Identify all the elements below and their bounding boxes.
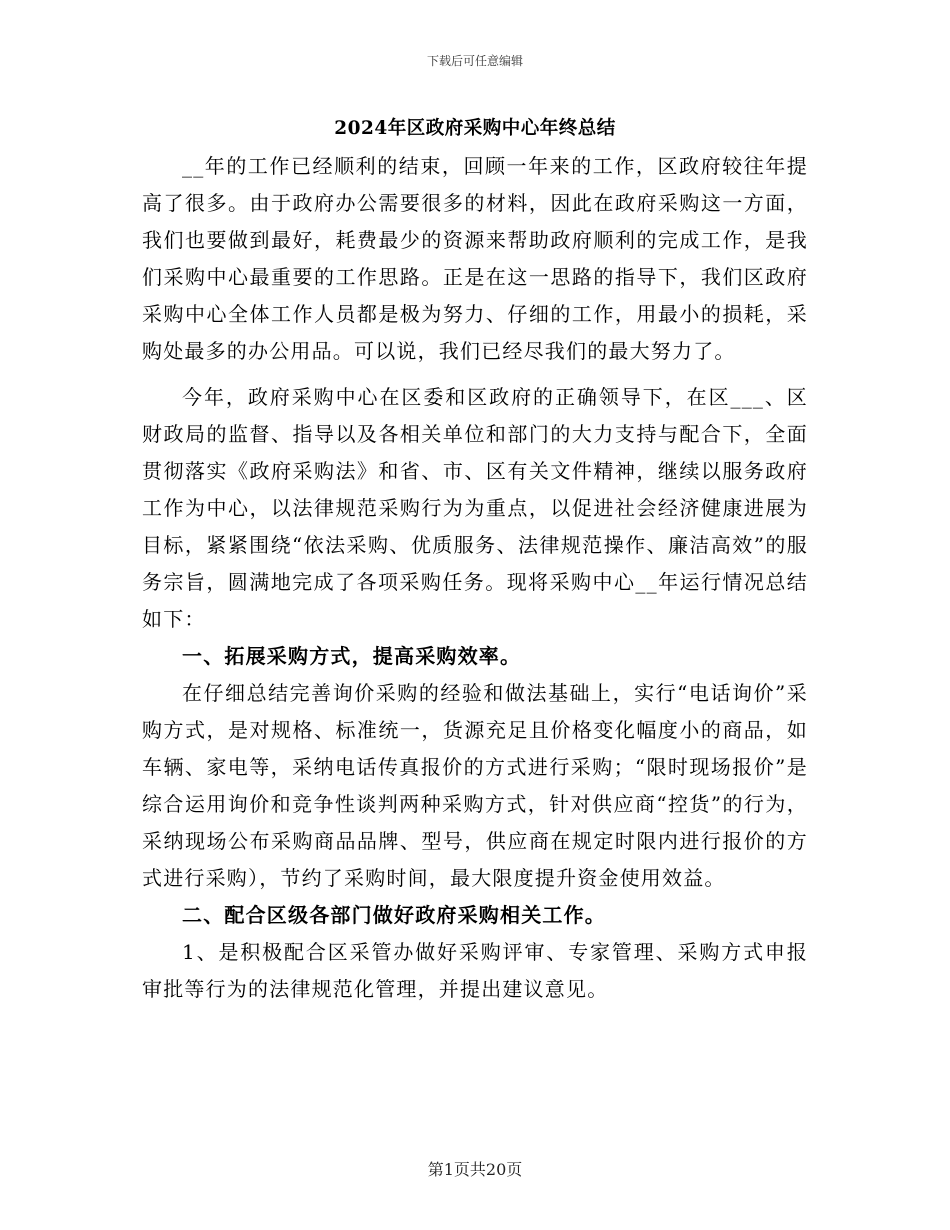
page-number: 第1页共20页 <box>427 1160 523 1179</box>
header-note: 下载后可任意编辑 <box>426 54 523 68</box>
paragraph-section-1: 在仔细总结完善询价采购的经验和做法基础上，实行“电话询价”采购方式，是对规格、标准统一，货源充足且价格变化幅度小的商品，如车辆、家电等，采纳电话传真报价的方式进行采购；“限时现场报价”是综合运用询价和竞争性谈判两种采购方式，针对供应商“控货”的行为，采纳现场公布采购商品品牌、型号，供应商在规定时限内进行报价的方式进行采购），节约了采购时间，最大限度提升资金使用效益。 <box>142 681 808 890</box>
paragraph-overview: 今年，政府采购中心在区委和区政府的正确领导下，在区___、区财政局的监督、指导以及各相关单位和部门的大力支持与配合下，全面贯彻落实《政府采购法》和省、市、区有关文件精神，继续以服务政府工作为中心，以法律规范采购行为为重点，以促进社会经济健康进展为目标，紧紧围绕“依法采购、优质服务、法律规范操作、廉洁高效”的服务宗旨，圆满地完成了各项采购任务。现将采购中心__年运行情况总结如下： <box>142 385 808 631</box>
paragraph-section-2-item-1: 1、是积极配合区采管办做好采购评审、专家管理、采购方式申报审批等行为的法律规范化管理，并提出建议意见。 <box>142 940 808 1001</box>
document-body <box>142 148 808 1008</box>
section-heading-2: 二、配合区级各部门做好政府采购相关工作。 <box>182 903 606 927</box>
section-heading-1: 一、拓展采购方式，提高采购效率。 <box>182 644 522 668</box>
paragraph-intro: __年的工作已经顺利的结束，回顾一年来的工作，区政府较往年提高了很多。由于政府办公需要很多的材料，因此在政府采购这一方面，我们也要做到最好，耗费最少的资源来帮助政府顺利的完成工作，是我们采购中心最重要的工作思路。正是在这一思路的指导下，我们区政府采购中心全体工作人员都是极为努力、仔细的工作，用最小的损耗，采购处最多的办公用品。可以说，我们已经尽我们的最大努力了。 <box>142 154 808 363</box>
page-title: 2024年区政府采购中心年终总结 <box>334 118 616 139</box>
